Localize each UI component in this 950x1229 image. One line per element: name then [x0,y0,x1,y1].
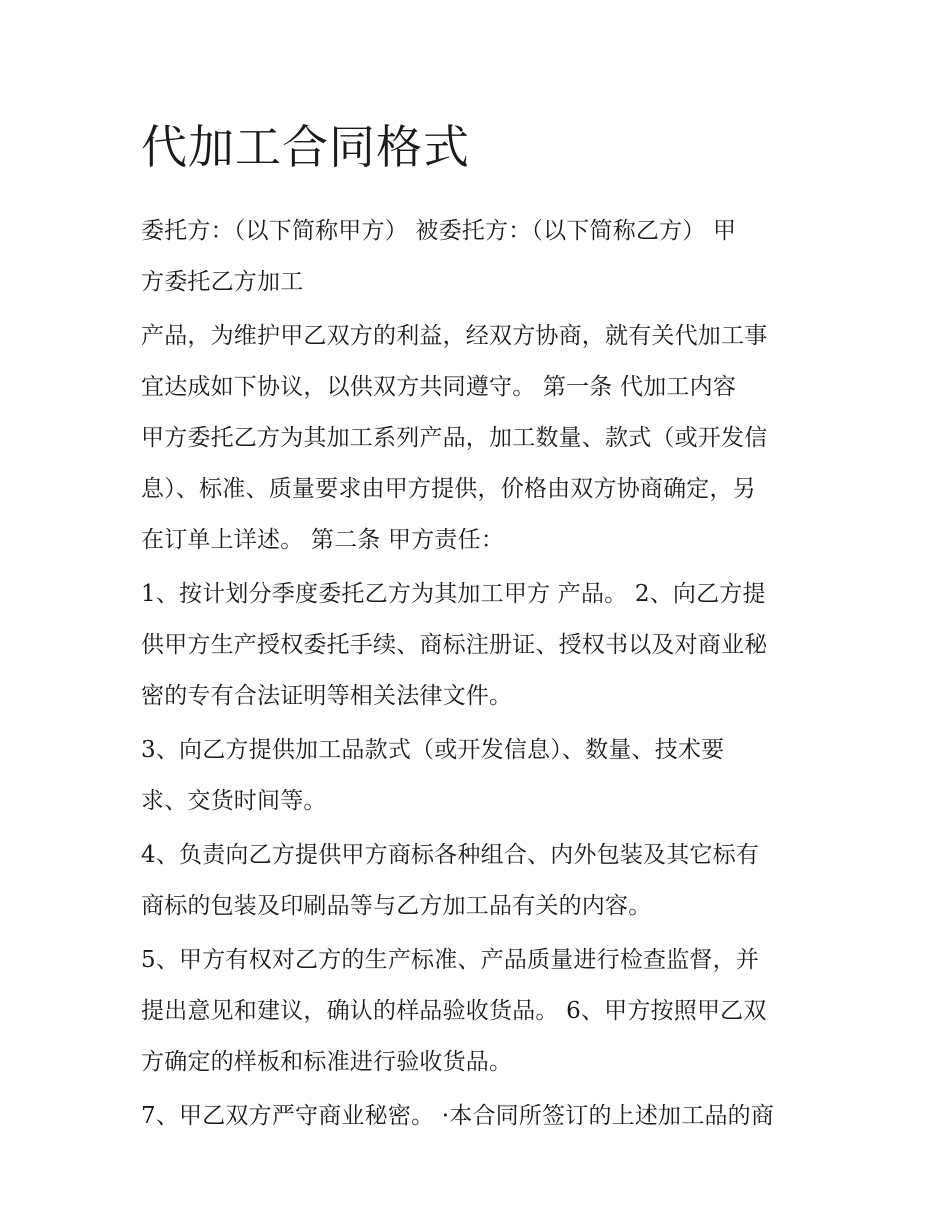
paragraph-list [141,206,821,1142]
paragraph-clause-5-6 [141,935,821,1088]
text-line: 4、负责向乙方提供甲方商标各种组合、内外包装及其它标有 [141,842,760,868]
text-line: 求、交货时间等。 [141,788,327,814]
text-line: 委托方：（以下简称甲方） 被委托方：（以下简称乙方） 甲 [141,218,737,244]
text-line: 方委托乙方加工 [141,269,304,295]
text-line: 在订单上详述。 第二条 甲方责任： [141,527,505,553]
paragraph-preamble [141,311,821,566]
document-body [141,112,821,1145]
text-line: 5、甲方有权对乙方的生产标准、产品质量进行检查监督，并 [141,947,760,973]
text-line: 商标的包装及印刷品等与乙方加工品有关的内容。 [141,893,652,919]
text-line: 息）、标准、质量要求由甲方提供，价格由双方协商确定，另 [141,476,756,502]
paragraph-clause-4 [141,830,821,932]
text-line: 宜达成如下协议，以供双方共同遵守。 第一条 代加工内容 [141,374,737,400]
text-line: 提出意见和建议，确认的样品验收货品。 6、甲方按照甲乙双 [141,998,767,1024]
paragraph-clause-7 [141,1091,821,1142]
paragraph-clause-1-2 [141,569,821,722]
text-line: 1、按计划分季度委托乙方为其加工甲方 产品。 2、向乙方提 [141,581,766,607]
document-title: 代加工合同格式 [141,120,470,174]
paragraph-parties [141,206,821,308]
text-line: 密的专有合法证明等相关法律文件。 [141,683,513,709]
text-line: 方确定的样板和标准进行验收货品。 [141,1049,513,1075]
text-line: 甲方委托乙方为其加工系列产品，加工数量、款式（或开发信 [141,425,768,451]
text-line: 3、向乙方提供加工品款式（或开发信息）、数量、技术要 [141,737,725,763]
text-line: 产品，为维护甲乙双方的利益，经双方协商，就有关代加工事 [141,323,768,349]
text-line: 供甲方生产授权委托手续、商标注册证、授权书以及对商业秘 [141,632,768,658]
paragraph-clause-3 [141,725,821,827]
text-line: 7、甲乙双方严守商业秘密。 ·本合同所签订的上述加工品的商 [141,1103,775,1129]
